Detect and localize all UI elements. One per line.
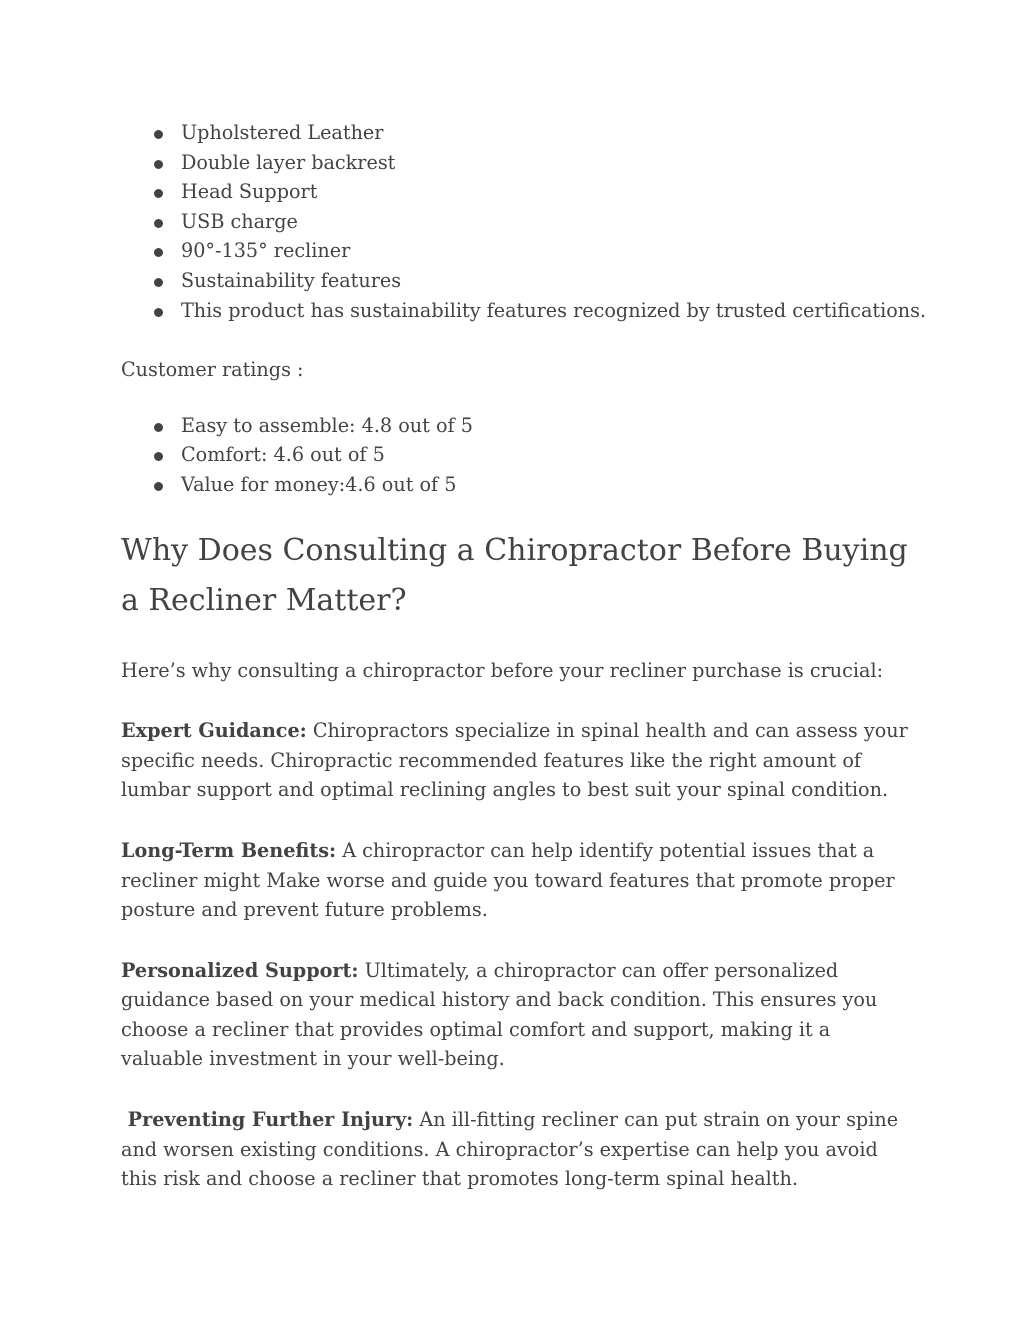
bullet-icon [154,219,163,228]
paragraph-title: Personalized Support: [121,958,359,982]
bullet-icon [154,308,163,317]
rating-text: Comfort: 4.6 out of 5 [181,443,385,467]
bullet-icon [154,423,163,432]
paragraph-text: An ill-fitting recliner can put strain on your spine and worsen existing conditions. A chiropractor’s expertise can help you avoid this risk and choose a recliner that promotes long-term spinal health. [121,1108,899,1191]
paragraph-text: Chiropractors specialize in spinal health and can assess your specific needs. Chiropractic recommended features like the right amount of lumbar support and optimal reclining angles to best suit your spinal condition. [121,719,908,802]
bullet-icon [154,452,163,461]
rating-text: Value for money:4.6 out of 5 [181,472,457,496]
ratings-label: Customer ratings : [121,358,304,382]
list-item [121,266,911,296]
list-item [121,440,911,470]
list-item [121,177,911,207]
rating-text: Easy to assemble: 4.8 out of 5 [181,413,473,437]
feature-text: This product has sustainability features recognized by trusted certifications. [181,298,927,322]
list-item [121,118,911,148]
bullet-icon [154,189,163,198]
feature-list [121,118,927,325]
feature-text: Double layer backrest [181,150,396,174]
list-item [121,411,911,441]
section-heading: Why Does Consulting a Chiropractor Before Buying a Recliner Matter? [121,532,908,618]
list-item [121,207,911,237]
list-item [121,470,911,500]
document-content [121,118,927,1194]
list-item [121,148,911,178]
feature-text: Sustainability features [181,268,402,292]
feature-text: USB charge [181,209,298,233]
paragraph-expert-guidance [121,716,911,805]
feature-text: Upholstered Leather [181,121,384,144]
bullet-icon [154,278,163,287]
bullet-icon [154,160,163,169]
paragraph-title: Expert Guidance: [121,719,307,743]
intro-paragraph: Here’s why consulting a chiropractor before your recliner purchase is crucial: [121,658,884,682]
ratings-list [121,411,911,500]
paragraph-title: Preventing Further Injury: [121,1108,414,1132]
list-item [121,296,927,326]
paragraph-text: Ultimately, a chiropractor can offer personalized guidance based on your medical history and back condition. This ensures you choose a recliner that provides optimal comfort and support, making it a valuable investment in your well-being. [121,958,878,1071]
paragraph-title: Long-Term Benefits: [121,838,337,862]
bullet-icon [154,248,163,257]
feature-text: 90°-135° recliner [181,239,351,263]
bullet-icon [154,130,163,139]
feature-text: Head Support [181,180,318,204]
paragraph-text: A chiropractor can help identify potential issues that a recliner might Make worse and guide you toward features that promote proper posture and prevent future problems. [121,838,895,922]
list-item [121,236,911,266]
paragraph-long-term-benefits [121,836,911,925]
paragraph-personalized-support [121,956,911,1074]
paragraph-preventing-further-injury [121,1105,911,1194]
bullet-icon [154,482,163,491]
